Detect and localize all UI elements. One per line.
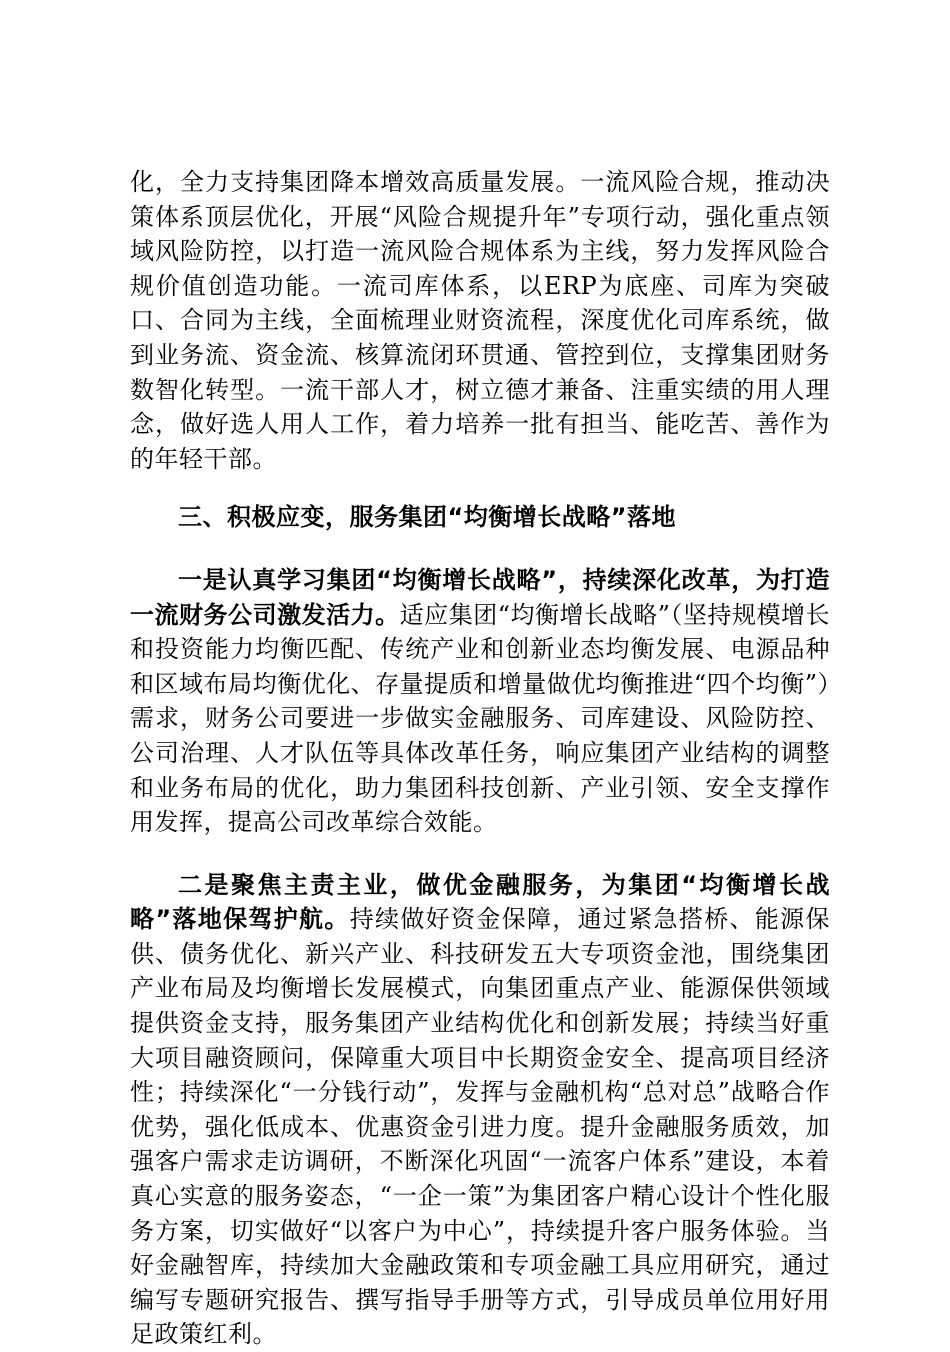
document-page (130, 165, 830, 1352)
paragraph-body: 持续做好资金保障，通过紧急搭桥、能源保供、债务优化、新兴产业、科技研发五大专项资金池，围绕集团产业布局及均衡增长发展模式，向集团重点产业、能源保供领域提供资金支持，服务集团产业结构优化和创新发展；持续当好重大项目融资顾问，保障重大项目中长期资金安全、提高项目经济性；持续深化“一分钱行动”，发挥与金融机构“总对总”战略合作优势，强化低成本、优惠资金引进力度。提升金融服务质效，加强客户需求走访调研，不断深化巩固“一流客户体系”建设，本着真心实意的服务姿态，“一企一策”为集团客户精心设计个性化服务方案，切实做好“以客户为中心”，持续提升客户服务体验。当好金融智库，持续加大金融政策和专项金融工具应用研究，通过编写专题研究报告、撰写指导手册等方式，引导成员单位用好用足政策红利。 (130, 905, 830, 1349)
paragraph-lead: 一是认真学习集团“均衡增长战略”，持续深化改革，为打造一流财务公司激发活力。 (130, 565, 830, 629)
body-paragraph (130, 868, 830, 1352)
section-heading: 三、积极应变，服务集团“均衡增长战略”落地 (178, 503, 677, 532)
paragraph-body: 适应集团“均衡增长战略”（坚持规模增长和投资能力均衡匹配、传统产业和创新业态均衡发展、电源品种和区域布局均衡优化、存量提质和增量做优均衡推进“四个均衡”）需求，财务公司要进一步做实金融服务、司库建设、风险防控、公司治理、人才队伍等具体改革任务，响应集团产业结构的调整和业务布局的优化，助力集团科技创新、产业引领、安全支撑作用发挥，提高公司改革综合效能。 (130, 600, 830, 837)
body-paragraph (130, 563, 830, 840)
paragraph-lead: 二是聚焦主责主业，做优金融服务，为集团“均衡增长战略”落地保驾护航。 (130, 870, 830, 934)
body-paragraph: 化，全力支持集团降本增效高质量发展。一流风险合规，推动决策体系顶层优化，开展“风险合规提升年”专项行动，强化重点领域风险防控，以打造一流风险合规体系为主线，努力发挥风险合规价值创造功能。一流司库体系，以ERP为底座、司库为突破口、合同为主线，全面梳理业财资流程，深度优化司库系统，做到业务流、资金流、核算流闭环贯通、管控到位，支撑集团财务数智化转型。一流干部人才，树立德才兼备、注重实绩的用人理念，做好选人用人工作，着力培养一批有担当、能吃苦、善作为的年轻干部。 (130, 168, 830, 473)
